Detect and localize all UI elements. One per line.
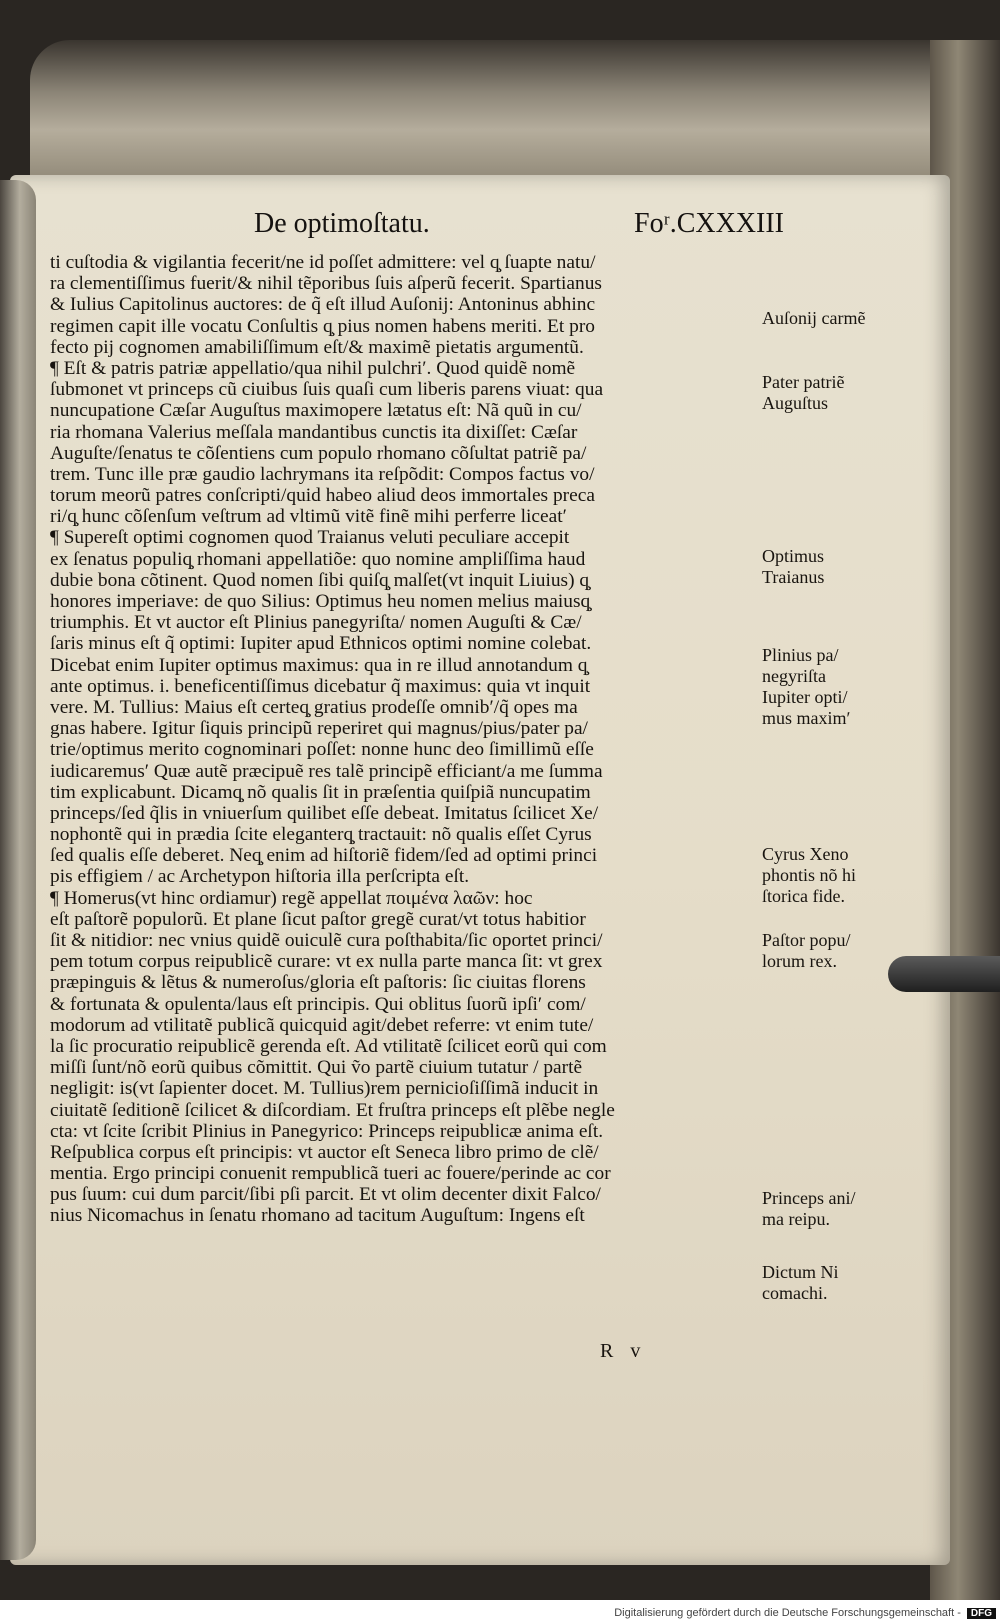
text-line: iudicaremusʹ Quæ autẽ præcipuẽ res talẽ principẽ efficiant/a me ſumma [50,760,603,782]
text-line: ¶ Supereſt optimi cognomen quod Traianus veluti peculiare accepit [50,527,570,549]
text-line: mentia. Ergo principi conuenit rempublicã tueri ac fouere/perinde ac cor [50,1163,611,1185]
marginal-note-line: Traianus [762,567,825,587]
marginal-note [762,372,912,414]
text-line: ria rhomana Valerius meſſala mandantibus cunctis ita dixiſſet: Cæſar [50,421,578,443]
text-line: nius Nicomachus in ſenatu rhomano ad tacitum Auguſtum: Ingens eſt [50,1205,585,1227]
folio-number: Foʳ.CXXXIII [634,208,784,239]
marginal-note-line: ma reipu. [762,1209,830,1229]
text-line: ra clementiſſimus fuerit/& nihil tẽporibus ſuis aſperũ fecerit. Spartianus [50,273,602,295]
text-line: honores imperiave: de quo Silius: Optimus heu nomen melius maiusq̧ [50,591,591,612]
text-line: tim explicabunt. Dicamq̧ nõ qualis ſit in præſentia quiſpiã nuncupatim [50,781,591,803]
text-line: nophontẽ qui in prædia ſcite eleganterq̧ tractauit: nõ qualis eſſet Cyrus [50,824,592,846]
text-line: Reſpublica corpus eſt principis: vt auctor eſt Seneca libro primo de clẽ/ [50,1141,599,1163]
text-line: princeps/ſed q̃lis in vniuerſum quilibet eſſe debeat. Imitatus ſcilicet Xe/ [50,802,599,824]
text-line: regimen capit ille vocatu Conſultis q̧ pius nomen habens meriti. Et pro [50,315,595,337]
marginal-note-line: Plinius pa/ [762,645,839,665]
text-line: ciuitatẽ ſeditionẽ ſcilicet & diſcordiam. Et fruſtra princeps eſt plẽbe negle [50,1099,615,1121]
text-line: modorum ad vtilitatẽ publicã quicquid agit/debet referre: vt enim tute/ [50,1014,594,1036]
text-line: trie/optimus merito cognominari poſſet: nonne hunc deo ſimillimũ eſſe [50,739,594,761]
marginal-note-line: Princeps ani/ [762,1188,856,1208]
marginal-note-line: Pater patriẽ [762,372,845,392]
text-line: Auguſte/ſenatus te cõſentiens cum populo rhomano cõſultat patriẽ pa/ [50,442,587,464]
text-line: negligit: is(vt ſapienter docet. M. Tullius)rem pernicioſiſſimã inducit in [50,1078,599,1100]
footer-text: Digitalisierung gefördert durch die Deutsche Forschungsgemeinschaft - [614,1607,961,1619]
text-line: ¶ Eſt & patris patriæ appellatio/qua nihil pulchriʹ. Quod quidẽ nomẽ [50,357,576,379]
text-line: ſubmonet vt princeps cũ ciuibus ſuis quaſi cum liberis parens viuat: qua [50,379,604,401]
text-line: fecto pij cognomen amabiliſſimum eſt/& maximẽ pietatis argumentũ. [50,336,584,358]
marginal-note [762,546,912,588]
text-line: vere. M. Tullius: Maius eſt certeq̧ gratius prodeſſe omnibʹ/q̃ opes ma [50,696,578,718]
text-line: eſt paſtorẽ populorũ. Et plane ſicut paſtor gregẽ curat/vt totus habitior [50,908,586,930]
marginal-note-line: comachi. [762,1283,828,1303]
signature-mark: R v [600,1340,647,1362]
marginal-note-line: Paſtor popu/ [762,930,851,950]
left-page-edge [0,180,36,1560]
marginal-note [762,1188,912,1230]
footer-bar [0,1603,1000,1623]
marginal-note [762,930,912,972]
marginal-note-line: mus maximʹ [762,708,851,728]
running-title: De optimoſtatu. [254,208,430,239]
text-line: pus ſuum: cui dum parcit/ſibi pſi parcit. Et vt olim decenter dixit Falco/ [50,1184,601,1206]
marginal-note [762,844,912,907]
marginal-note-line: Dictum Ni [762,1262,839,1282]
text-line: pem totum corpus reipublicẽ curare: vt ex nulla parte manca ſit: vt grex [50,951,603,973]
text-line: gnas habere. Igitur ſiquis principũ reperiret qui magnus/pius/pater pa/ [50,718,588,740]
text-line: trem. Tunc ille præ gaudio lachrymans ita reſpõdit: Compos factus vo/ [50,463,595,485]
marginal-note-line: negyriſta [762,666,826,686]
text-line: dubie bona cõtinent. Quod nomen ſibi quiſq̧ malſet(vt inquit Liuius) q̧ [50,569,590,591]
text-line: ante optimus. i. beneficentiſſimus dicebatur q̃ maximus: quia vt inquit [50,675,591,697]
marginal-note-line: Iupiter opti/ [762,687,848,707]
text-line: & Iulius Capitolinus auctores: de q̃ eſt illud Auſonij: Antoninus abhinc [50,294,596,316]
marginal-note [762,645,912,729]
text-line: Dicebat enim Iupiter optimus maximus: qua in re illud annotandum q̧ [50,654,588,676]
text-line: ¶ Homerus(vt hinc ordiamur) regẽ appellat ποιμένα λαῶν: hoc [50,887,533,909]
text-line: & fortunata & opulenta/laus eſt principis. Qui oblitus ſuorũ ipſiʹ com/ [50,993,586,1015]
marginal-note-line: ſtorica fide. [762,886,845,906]
main-text-block [50,252,750,1227]
marginal-note-line: Auguſtus [762,393,829,413]
text-line: ri/q̧ hunc cõſenſum veſtrum ad vltimũ vitẽ finẽ mihi perferre liceatʹ [50,506,567,528]
marginal-note-line: lorum rex. [762,951,837,971]
text-line: ex ſenatus populiq̧ rhomani appellatiõe: quo nomine ampliſſima haud [50,548,586,570]
text-line: triumphis. Et vt auctor eſt Plinius panegyriſta/ nomen Auguſti & Cæ/ [50,612,582,634]
marginal-note [762,1262,912,1304]
text-line: torum meorũ patres conſcripti/quid habeo aliud deos immortales preca [50,485,595,507]
text-line: præpinguis & lẽtus & numeroſus/gloria eſt paſtoris: ſic ciuitas florens [50,972,586,994]
text-line: ti cuſtodia & vigilantia fecerit/ne id poſſet admittere: vel q̧ ſuapte natu/ [50,252,596,273]
text-line: cta: vt ſcite ſcribit Plinius in Panegyrico: Princeps reipublicæ anima eſt. [50,1120,604,1142]
marginal-note-line: Auſonij carmẽ [762,308,866,328]
marginal-note-line: phontis nõ hi [762,865,857,885]
text-line: miſſi ſunt/nõ eorũ quibus cõmittit. Qui ṽo partẽ ciuium tutatur / partẽ [50,1057,583,1079]
marginal-note-line: Optimus [762,546,825,566]
dfg-logo: DFG [967,1608,996,1619]
text-line: ſed qualis eſſe deberet. Neq̧ enim ad hiſtoriẽ fidem/ſed ad optimi princi [50,845,598,867]
page-header [254,208,784,240]
text-line: ſaris minus eſt q̃ optimi: Iupiter apud Ethnicos optimi nomine colebat. [50,633,592,655]
book-top-edge [30,40,960,190]
marginal-note [762,308,912,329]
text-line: nuncupatione Cæſar Auguſtus maximopere lætatus eſt: Nã quũ in cu/ [50,400,582,422]
marginal-note-line: Cyrus Xeno [762,844,849,864]
text-line: pis effigiem / ac Archetypon hiſtoria illa perſcripta eſt. [50,866,470,888]
text-line: la ſic procuratio reipublicẽ gerenda eſt. Ad vtilitatẽ ſcilicet eorũ qui com [50,1035,607,1057]
text-line: ſit & nitidior: nec vnius quidẽ ouiculẽ cura poſthabita/ſic oportet princi/ [50,930,603,951]
